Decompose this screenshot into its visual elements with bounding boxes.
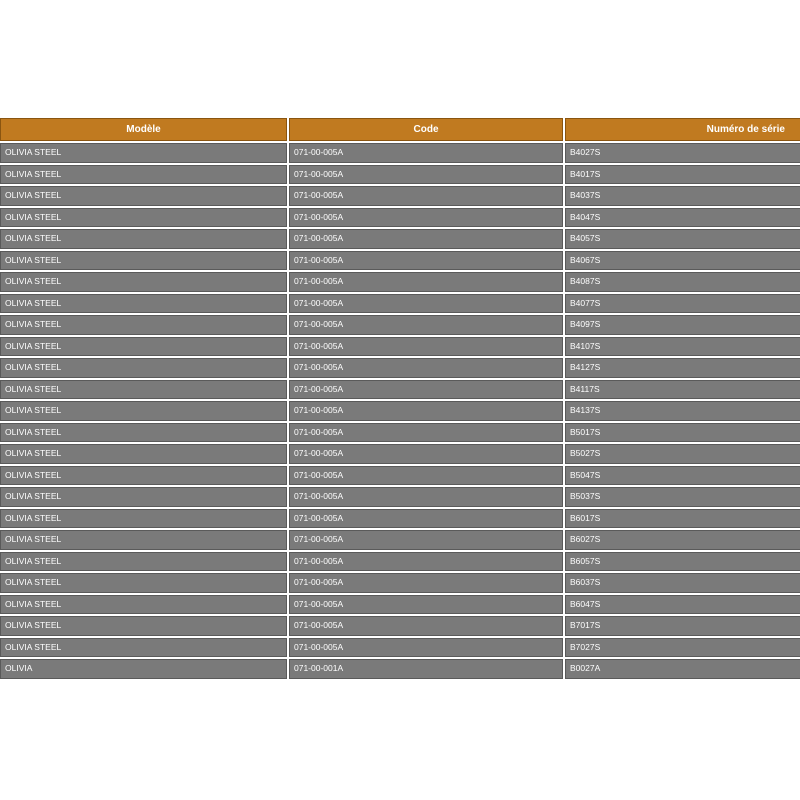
header-code[interactable]: Code <box>289 118 563 141</box>
cell-model: OLIVIA STEEL <box>0 530 287 550</box>
cell-code: 071-00-005A <box>289 509 563 529</box>
cell-model: OLIVIA STEEL <box>0 552 287 572</box>
cell-code: 071-00-005A <box>289 423 563 443</box>
cell-serial-number: B5047S <box>565 466 800 486</box>
cell-model: OLIVIA STEEL <box>0 401 287 421</box>
cell-model: OLIVIA STEEL <box>0 423 287 443</box>
cell-code: 071-00-005A <box>289 143 563 163</box>
cell-model: OLIVIA STEEL <box>0 380 287 400</box>
cell-model: OLIVIA STEEL <box>0 251 287 271</box>
cell-model: OLIVIA STEEL <box>0 294 287 314</box>
cell-serial-number: B4017S <box>565 165 800 185</box>
cell-model: OLIVIA STEEL <box>0 272 287 292</box>
cell-serial-number: B4047S <box>565 208 800 228</box>
cell-code: 071-00-005A <box>289 315 563 335</box>
cell-code: 071-00-005A <box>289 638 563 658</box>
serial-table <box>0 118 800 679</box>
cell-code: 071-00-001A <box>289 659 563 679</box>
cell-code: 071-00-005A <box>289 616 563 636</box>
cell-code: 071-00-005A <box>289 401 563 421</box>
cell-model: OLIVIA STEEL <box>0 186 287 206</box>
cell-serial-number: B4127S <box>565 358 800 378</box>
cell-serial-number: B4077S <box>565 294 800 314</box>
cell-serial-number: B4117S <box>565 380 800 400</box>
cell-model: OLIVIA <box>0 659 287 679</box>
cell-serial-number: B5027S <box>565 444 800 464</box>
cell-model: OLIVIA STEEL <box>0 638 287 658</box>
serial-table-grid <box>0 118 800 679</box>
cell-model: OLIVIA STEEL <box>0 208 287 228</box>
cell-code: 071-00-005A <box>289 272 563 292</box>
cell-code: 071-00-005A <box>289 466 563 486</box>
cell-code: 071-00-005A <box>289 358 563 378</box>
cell-model: OLIVIA STEEL <box>0 509 287 529</box>
cell-model: OLIVIA STEEL <box>0 466 287 486</box>
cell-serial-number: B7017S <box>565 616 800 636</box>
cell-model: OLIVIA STEEL <box>0 315 287 335</box>
cell-code: 071-00-005A <box>289 552 563 572</box>
cell-code: 071-00-005A <box>289 444 563 464</box>
cell-serial-number: B4097S <box>565 315 800 335</box>
cell-code: 071-00-005A <box>289 251 563 271</box>
cell-serial-number: B6027S <box>565 530 800 550</box>
header-model[interactable]: Modèle <box>0 118 287 141</box>
cell-code: 071-00-005A <box>289 530 563 550</box>
cell-model: OLIVIA STEEL <box>0 165 287 185</box>
cell-serial-number: B7027S <box>565 638 800 658</box>
header-serial-number[interactable]: Numéro de série <box>565 118 800 141</box>
cell-model: OLIVIA STEEL <box>0 487 287 507</box>
cell-code: 071-00-005A <box>289 229 563 249</box>
cell-model: OLIVIA STEEL <box>0 616 287 636</box>
cell-model: OLIVIA STEEL <box>0 444 287 464</box>
cell-model: OLIVIA STEEL <box>0 143 287 163</box>
cell-serial-number: B6047S <box>565 595 800 615</box>
cell-serial-number: B5017S <box>565 423 800 443</box>
cell-code: 071-00-005A <box>289 573 563 593</box>
cell-serial-number: B0027A <box>565 659 800 679</box>
cell-serial-number: B6037S <box>565 573 800 593</box>
cell-serial-number: B4027S <box>565 143 800 163</box>
cell-model: OLIVIA STEEL <box>0 358 287 378</box>
cell-serial-number: B4067S <box>565 251 800 271</box>
cell-model: OLIVIA STEEL <box>0 573 287 593</box>
cell-model: OLIVIA STEEL <box>0 337 287 357</box>
cell-code: 071-00-005A <box>289 208 563 228</box>
cell-serial-number: B4037S <box>565 186 800 206</box>
cell-serial-number: B4087S <box>565 272 800 292</box>
cell-model: OLIVIA STEEL <box>0 595 287 615</box>
cell-code: 071-00-005A <box>289 595 563 615</box>
cell-serial-number: B5037S <box>565 487 800 507</box>
cell-code: 071-00-005A <box>289 487 563 507</box>
cell-serial-number: B4137S <box>565 401 800 421</box>
cell-serial-number: B6057S <box>565 552 800 572</box>
cell-model: OLIVIA STEEL <box>0 229 287 249</box>
cell-code: 071-00-005A <box>289 186 563 206</box>
cell-serial-number: B6017S <box>565 509 800 529</box>
cell-serial-number: B4107S <box>565 337 800 357</box>
cell-code: 071-00-005A <box>289 337 563 357</box>
cell-code: 071-00-005A <box>289 380 563 400</box>
cell-code: 071-00-005A <box>289 294 563 314</box>
cell-serial-number: B4057S <box>565 229 800 249</box>
cell-code: 071-00-005A <box>289 165 563 185</box>
